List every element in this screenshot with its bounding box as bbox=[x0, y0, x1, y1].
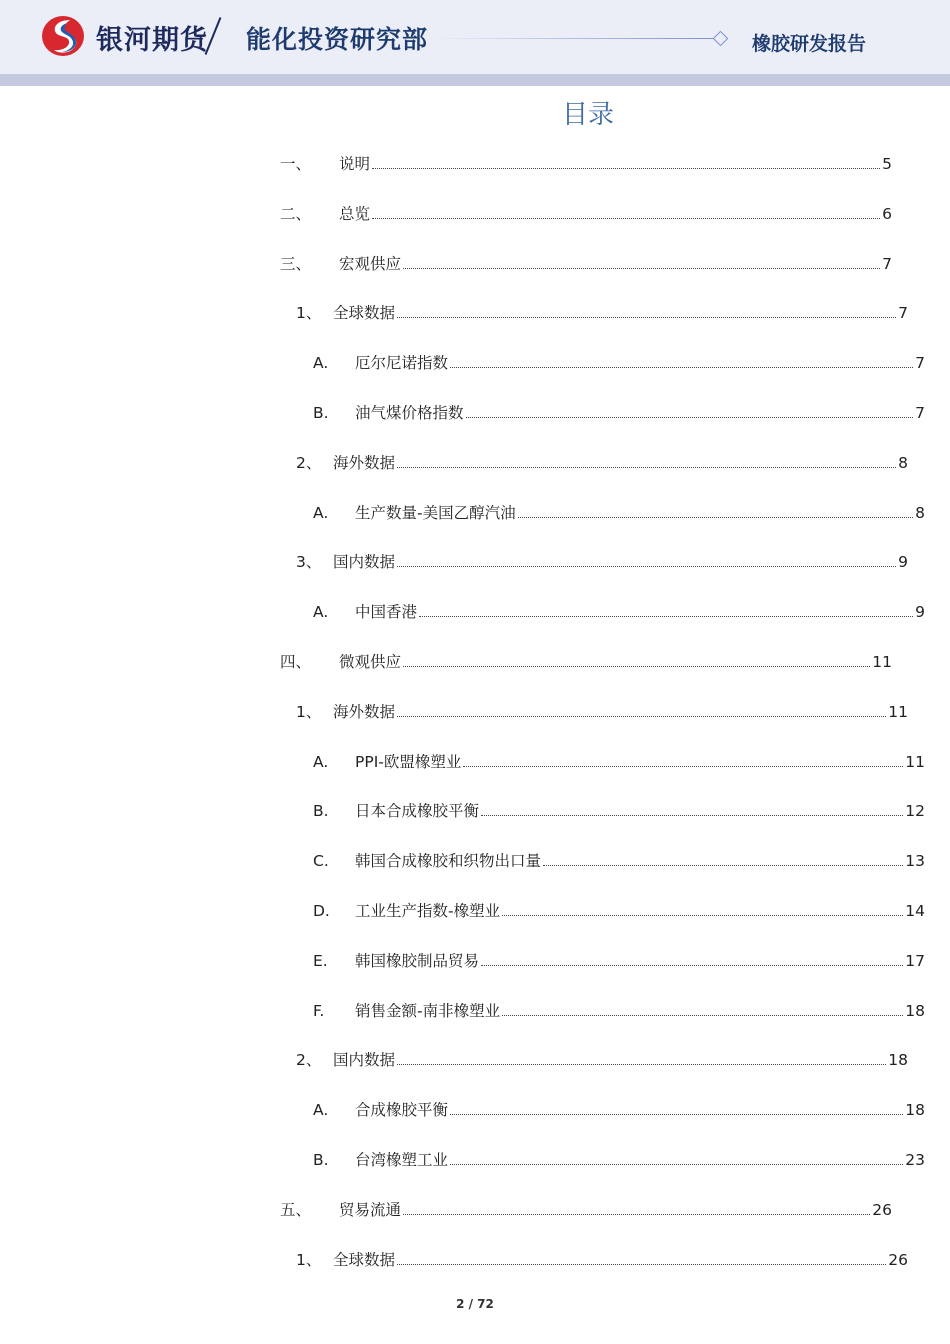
toc-entry-page: 18 bbox=[905, 1101, 925, 1119]
toc-entry[interactable] bbox=[280, 1148, 925, 1168]
toc-entry-label: 微观供应 bbox=[339, 653, 402, 671]
toc-entry-page: 9 bbox=[898, 553, 908, 571]
toc-entry-number: B. bbox=[313, 1151, 329, 1169]
toc-entry-label: 合成橡胶平衡 bbox=[355, 1101, 449, 1119]
toc-entry-page: 7 bbox=[898, 304, 908, 322]
toc-entry-label: 宏观供应 bbox=[339, 255, 402, 273]
header-rule bbox=[432, 38, 714, 39]
toc-leader-dots bbox=[403, 268, 880, 269]
toc-entry-page: 5 bbox=[882, 155, 892, 173]
toc-entry-number: D. bbox=[313, 902, 330, 920]
toc-entry-label: 台湾橡塑工业 bbox=[355, 1151, 449, 1169]
toc-entry-page: 6 bbox=[882, 205, 892, 223]
toc-entry-number: A. bbox=[313, 753, 329, 771]
toc-entry-label: 说明 bbox=[339, 155, 371, 173]
toc-entry[interactable] bbox=[280, 301, 908, 321]
toc-entry[interactable] bbox=[280, 351, 925, 371]
toc-entry-page: 8 bbox=[915, 504, 925, 522]
toc-entry-page: 14 bbox=[905, 902, 925, 920]
toc-entry[interactable] bbox=[280, 750, 925, 770]
toc-entry-label: 韩国合成橡胶和织物出口量 bbox=[355, 852, 542, 870]
toc-entry-page: 18 bbox=[905, 1002, 925, 1020]
toc-entry[interactable] bbox=[280, 700, 908, 720]
toc-entry-page: 23 bbox=[905, 1151, 925, 1169]
toc-leader-dots bbox=[403, 1214, 870, 1215]
toc-entry-label: 海外数据 bbox=[333, 703, 396, 721]
toc-entry[interactable] bbox=[280, 999, 925, 1019]
toc-leader-dots bbox=[372, 218, 880, 219]
toc-leader-dots bbox=[419, 616, 913, 617]
brand-name: 银河期货 bbox=[96, 25, 208, 56]
toc-entry[interactable] bbox=[280, 899, 925, 919]
toc-entry-page: 7 bbox=[882, 255, 892, 273]
toc-entry-number: 3、 bbox=[296, 553, 322, 571]
toc-entry-number: 2、 bbox=[296, 1051, 322, 1069]
toc-entry-number: B. bbox=[313, 404, 329, 422]
toc-entry-label: 生产数量-美国乙醇汽油 bbox=[355, 504, 516, 522]
toc-entry[interactable] bbox=[280, 949, 925, 969]
toc-leader-dots bbox=[481, 965, 903, 966]
toc-leader-dots bbox=[466, 417, 914, 418]
toc-entry-label: 韩国橡胶制品贸易 bbox=[355, 952, 480, 970]
toc-entry-page: 9 bbox=[915, 603, 925, 621]
toc-leader-dots bbox=[502, 915, 903, 916]
toc-title: 目录 bbox=[561, 100, 614, 130]
toc-entry-label: 国内数据 bbox=[333, 1051, 396, 1069]
toc-entry-label: 海外数据 bbox=[333, 454, 396, 472]
toc-entry-label: 国内数据 bbox=[333, 553, 396, 571]
toc-entry-number: A. bbox=[313, 1101, 329, 1119]
toc-entry[interactable] bbox=[280, 849, 925, 869]
toc-leader-dots bbox=[397, 317, 896, 318]
toc-entry-number: 三、 bbox=[280, 255, 312, 273]
toc-leader-dots bbox=[481, 815, 903, 816]
toc-entry[interactable] bbox=[280, 451, 908, 471]
toc-entry-page: 7 bbox=[915, 354, 925, 372]
toc-entry-page: 7 bbox=[915, 404, 925, 422]
toc-entry-label: 油气煤价格指数 bbox=[355, 404, 464, 422]
toc-entry-number: A. bbox=[313, 354, 329, 372]
toc-entry[interactable] bbox=[280, 152, 892, 172]
toc-entry-page: 11 bbox=[888, 703, 908, 721]
toc-entry-page: 11 bbox=[905, 753, 925, 771]
toc-entry-number: 五、 bbox=[280, 1201, 312, 1219]
toc-leader-dots bbox=[403, 666, 870, 667]
toc-entry-number: 1、 bbox=[296, 1251, 322, 1269]
toc-leader-dots bbox=[450, 1114, 903, 1115]
galaxy-futures-logo-icon bbox=[40, 14, 86, 58]
toc-entry-label: 厄尔尼诺指数 bbox=[355, 354, 449, 372]
toc-entry[interactable] bbox=[280, 550, 908, 570]
toc-entry[interactable] bbox=[280, 650, 892, 670]
toc-entry[interactable] bbox=[280, 501, 925, 521]
toc-leader-dots bbox=[502, 1015, 903, 1016]
toc-entry-number: 四、 bbox=[280, 653, 312, 671]
toc-entry-page: 26 bbox=[888, 1251, 908, 1269]
toc-leader-dots bbox=[397, 716, 886, 717]
toc-entry-label: 销售金额-南非橡塑业 bbox=[355, 1002, 501, 1020]
department-name: 能化投资研究部 bbox=[246, 25, 429, 54]
toc-entry-label: 总览 bbox=[339, 205, 371, 223]
toc-leader-dots bbox=[397, 1264, 886, 1265]
toc-entry[interactable] bbox=[280, 1248, 908, 1268]
toc-entry-number: 一、 bbox=[280, 155, 312, 173]
toc-leader-dots bbox=[397, 1064, 886, 1065]
toc-entry-label: 全球数据 bbox=[333, 304, 396, 322]
toc-entry[interactable] bbox=[280, 1198, 892, 1218]
toc-entry[interactable] bbox=[280, 1048, 908, 1068]
report-type: 橡胶研发报告 bbox=[752, 33, 867, 55]
toc-entry[interactable] bbox=[280, 1098, 925, 1118]
toc-entry-number: 二、 bbox=[280, 205, 312, 223]
toc-entry-page: 26 bbox=[872, 1201, 892, 1219]
toc-entry-number: 1、 bbox=[296, 304, 322, 322]
toc-entry-number: F. bbox=[313, 1002, 325, 1020]
header-band bbox=[0, 74, 950, 86]
toc-entry[interactable] bbox=[280, 252, 892, 272]
toc-entry-page: 12 bbox=[905, 802, 925, 820]
toc-entry-label: 工业生产指数-橡塑业 bbox=[355, 902, 501, 920]
toc-entry-number: E. bbox=[313, 952, 328, 970]
toc-entry-page: 13 bbox=[905, 852, 925, 870]
toc-entry-page: 18 bbox=[888, 1051, 908, 1069]
toc-leader-dots bbox=[450, 1164, 903, 1165]
toc-entry-label: 中国香港 bbox=[355, 603, 418, 621]
toc-entry-number: A. bbox=[313, 603, 329, 621]
toc-entry-label: 日本合成橡胶平衡 bbox=[355, 802, 480, 820]
toc-entry[interactable] bbox=[280, 202, 892, 222]
toc-entry-number: 2、 bbox=[296, 454, 322, 472]
toc-leader-dots bbox=[450, 367, 913, 368]
toc-entry-number: 1、 bbox=[296, 703, 322, 721]
toc-entry-page: 8 bbox=[898, 454, 908, 472]
toc-entry-number: B. bbox=[313, 802, 329, 820]
toc-leader-dots bbox=[543, 865, 903, 866]
toc-entry-page: 17 bbox=[905, 952, 925, 970]
toc-entry-label: PPI-欧盟橡塑业 bbox=[355, 753, 462, 771]
toc-entry-page: 11 bbox=[872, 653, 892, 671]
toc-leader-dots bbox=[397, 566, 896, 567]
toc-entry-number: C. bbox=[313, 852, 329, 870]
toc-entry-label: 全球数据 bbox=[333, 1251, 396, 1269]
toc-leader-dots bbox=[463, 766, 903, 767]
toc-leader-dots bbox=[372, 168, 880, 169]
page-indicator: 2 / 72 bbox=[456, 1297, 494, 1311]
toc-entry[interactable] bbox=[280, 799, 925, 819]
toc-leader-dots bbox=[397, 467, 896, 468]
toc-leader-dots bbox=[518, 517, 914, 518]
toc-entry[interactable] bbox=[280, 600, 925, 620]
toc-entry[interactable] bbox=[280, 401, 925, 421]
toc-entry-label: 贸易流通 bbox=[339, 1201, 402, 1219]
toc-entry-number: A. bbox=[313, 504, 329, 522]
